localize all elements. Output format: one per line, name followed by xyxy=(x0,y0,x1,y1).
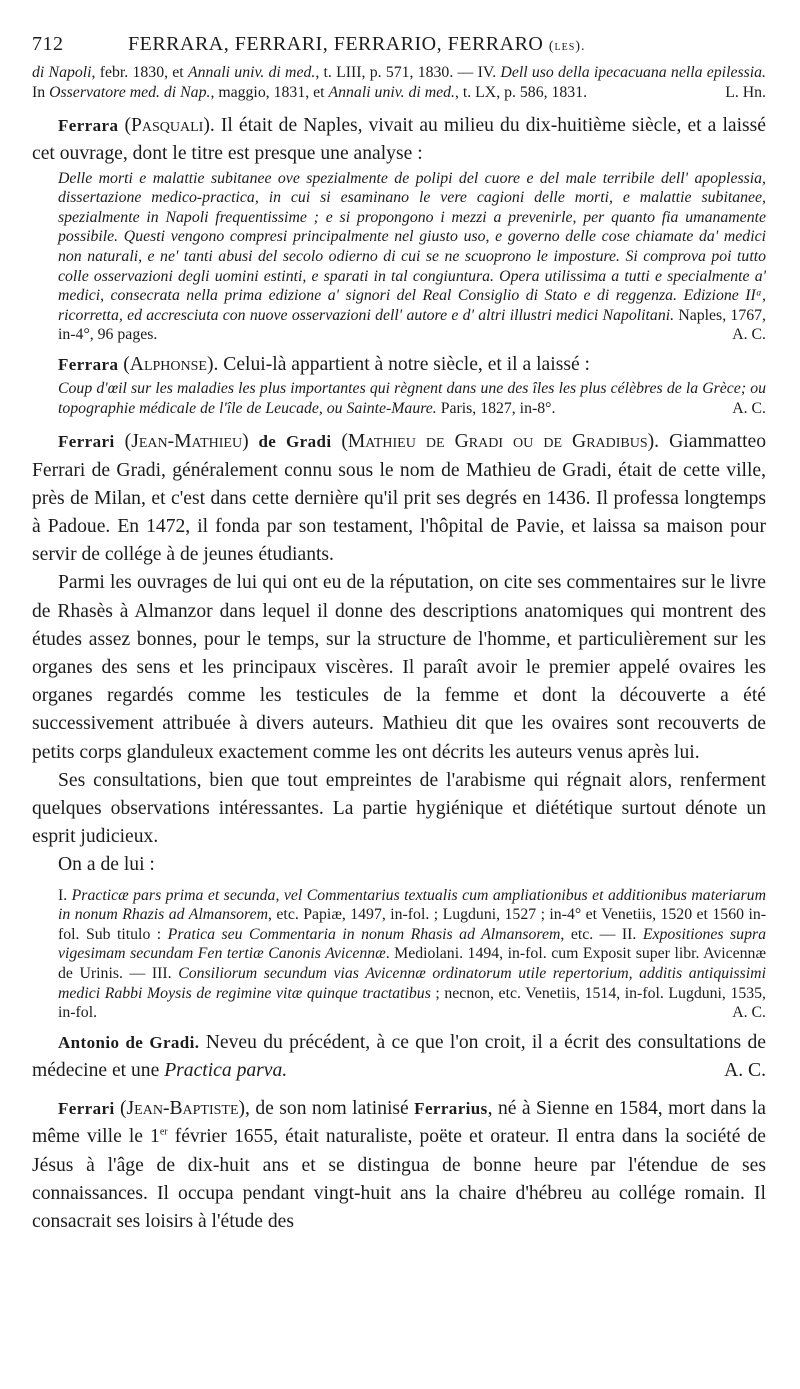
entry-gradi-intro xyxy=(32,428,766,569)
text-span: Dell uso della ipecacuana nella epilessia. xyxy=(500,64,766,81)
entry-heading: Ferrari xyxy=(58,1099,115,1119)
work-title: Delle morti e malattie subitanee ove spezialmente de polipi del cuore e del male terribile dell' apoplessia, dissertazione medico-practica, in cui si esaminano le vere cagioni delle morti, e malattie subitanee, spezialmente in Napoli frequentissime ; e si propongono i mezzi a prevenirle, per quanto fia umanamente possibile. Questi vengono compresi principalmente nel giusto uso, e governo delle cose chiamate da' medici non naturali, e ne' tanti abusi del secolo odierno di cui se ne scuoprono le imposture. Si comprova poi tutto colle osservazioni degli uomini estinti, e sparati in tal congiuntura. Opera utilissima a tutti e specialmente a' medici, consecrata nella prima edizione a' signori del Real Consiglio di Stato e di reggenza. Edizione IIᵃ, ricorretta, ed accresciuta con nuove osservazioni dell' autore e d' altri illustri medici Napolitani. xyxy=(58,169,766,324)
running-head-suffix: (les). xyxy=(548,39,586,54)
running-head xyxy=(128,30,766,61)
text-span: Pratica seu Commentaria in nonum Rhasis ad Almansorem xyxy=(167,925,561,943)
text-span: de son nom latinisé xyxy=(249,1098,415,1120)
text-span: di Napoli xyxy=(32,64,92,81)
entry-heading: Antonio de Gradi. xyxy=(58,1032,200,1052)
entry-heading: Ferrari xyxy=(58,432,115,452)
text-span: Il était de Naples, vivait au milieu du dix-huitième siècle, et a laissé cet ouvrage, dont le titre est presque une analyse : xyxy=(32,115,766,165)
text-span: . Mediolani. 1494, in-fol. cum Exposit super libr. Avicennæ de Urinis. — III. xyxy=(58,945,766,982)
text-span: ; necnon, etc. Venetiis, 1514, in-fol. Lugduni, 1535, in-fol. xyxy=(58,984,767,1022)
text-span: I. xyxy=(58,886,72,904)
page-number: 712 xyxy=(32,33,64,55)
author-signature: A. C. xyxy=(724,1059,766,1081)
author-signature: A. C. xyxy=(732,1004,766,1022)
text-span: , febr. 1830, et xyxy=(91,64,188,81)
text-span: , etc. — II. xyxy=(560,925,643,943)
entry-pasquali-intro xyxy=(32,112,766,168)
text-span: Annali univ. di med. xyxy=(187,64,316,81)
text-span: Practica parva. xyxy=(164,1059,288,1081)
text-span: février 1655, était naturaliste, poëte et orateur. Il entra dans la société de Jésus à l'âge de dix-huit ans et se distingua de bonne heure par l'étendue de ses connaissances. Il occupa pendant vingt-huit ans la chaire d'hébreu au collége romain. Il consacrait ses loisirs à l'étude des xyxy=(32,1126,766,1232)
entry-baptiste xyxy=(32,1095,766,1236)
entry-given-name: (Alphonse). xyxy=(123,353,219,375)
entry-given-name: (Pasquali). xyxy=(124,115,215,137)
text-span: , t. LIII, p. 571, 1830. — IV. xyxy=(315,64,501,81)
running-head-title: FERRARA, FERRARI, FERRARIO, FERRARO xyxy=(128,33,544,55)
text-span: , etc. Papiæ, 1497, in-fol. ; Lugduni, 1527 ; in-4° et Venetiis, 1520 et 1560 in-fol. Sub titulo : xyxy=(58,906,766,943)
text-span: , t. LX, p. 586, 1831. xyxy=(454,83,588,101)
continuation-paragraph xyxy=(32,63,766,102)
entry-heading: Ferrara xyxy=(58,354,119,374)
entry-given-name: (Jean-Baptiste), xyxy=(120,1098,250,1120)
text-span: , né à Sienne en 1584, mort dans la même ville le 1 xyxy=(32,1098,766,1148)
page-header xyxy=(32,30,766,61)
author-signature: L. Hn. xyxy=(725,83,766,101)
entry-gradi-works xyxy=(32,886,766,1023)
text-span: Neveu du précédent, à ce que l'on croit, il a écrit des consultations de médecine et une xyxy=(32,1031,766,1081)
author-signature: A. C. xyxy=(732,399,766,417)
work-imprint: Paris, 1827, in-8°. xyxy=(436,399,556,417)
entry-gradi-paragraph-2: Parmi les ouvrages de lui qui ont eu de la réputation, on cite ses commentaires sur le livre de Rhasès à Almanzor dans lequel il donne des descriptions anatomiques qui montrent des études assez bonnes, pour le temps, sur la structure de l'homme, et particulièrement sur les organes des sens et les principaux viscères. Il paraît avoir le premier appelé ovaires les organes regardés comme les testicules de la femme et dont la découverte a été successivement attribuée à divers auteurs. Mathieu dit que les ovaires sont recouverts de petits corps glanduleux exactement comme les ont décrits les auteurs venus après lui. xyxy=(32,572,766,763)
text-span: Practicæ pars prima et secunda, vel Commentarius textualis cum ampliationibus et additionibus materiarum in nonum Rhazis ad Almansorem xyxy=(58,886,766,924)
entry-pasquali-work xyxy=(32,169,766,345)
text-span: Celui-là appartient à notre siècle, et il a laissé : xyxy=(218,353,590,375)
entry-heading: Ferrara xyxy=(58,116,119,136)
work-title: Coup d'œil sur les maladies les plus importantes qui règnent dans une des îles les plus célèbres de la Grèce; ou topographie médicale de l'île de Leucade, ou Sainte-Maure. xyxy=(58,380,766,417)
text-span: , maggio, 1831, et xyxy=(210,83,329,101)
text-span: Giammatteo Ferrari de Gradi, généralement connu sous le nom de Mathieu de Gradi, était de cette ville, près de Milan, et c'est dans cette dernière qu'il prit ses degrés en 1436. Il professa longtemps à Padoue. En 1472, il fonda par son testament, l'hôpital de Pavie, et laissa sa maison pour servir de collége à de jeunes étudiants. xyxy=(32,431,767,566)
text-span: Osservatore med. di Nap. xyxy=(49,83,211,101)
entry-given-name: (Jean-Mathieu) xyxy=(124,431,249,453)
superscript: er xyxy=(159,1126,168,1138)
entry-alphonse-intro xyxy=(32,351,766,379)
entry-gradi-paragraph-4: On a de lui : xyxy=(58,854,155,876)
entry-heading-continued: de Gradi xyxy=(248,432,342,452)
latin-name: Ferrarius xyxy=(414,1099,488,1119)
entry-alias: (Mathieu de Gradi ou de Gradibus). xyxy=(341,431,660,453)
text-span: Annali univ. di med. xyxy=(328,83,455,101)
entry-antonio xyxy=(32,1029,766,1085)
entry-alphonse-work xyxy=(32,379,766,418)
work-imprint: Naples, 1767, in-4°, 96 pages. xyxy=(58,306,766,344)
author-signature: A. C. xyxy=(732,326,766,344)
text-span: In xyxy=(32,83,50,101)
text-span: Expositiones supra vigesimam secundam Fen tertiæ Canonis Avicennæ xyxy=(58,925,767,963)
text-span: Consiliorum secundum vias Avicennæ ordinatorum utile repertorium, additis antiquissimi medici Rabbi Moysis de regimine vitæ quinque tractatibus xyxy=(58,964,766,1002)
entry-gradi-paragraph-3: Ses consultations, bien que tout empreintes de l'arabisme qui régnait alors, renferment quelques observations intéressantes. La partie hygiénique et diététique surtout dénote un esprit judicieux. xyxy=(32,769,766,848)
dictionary-page xyxy=(32,30,766,1236)
